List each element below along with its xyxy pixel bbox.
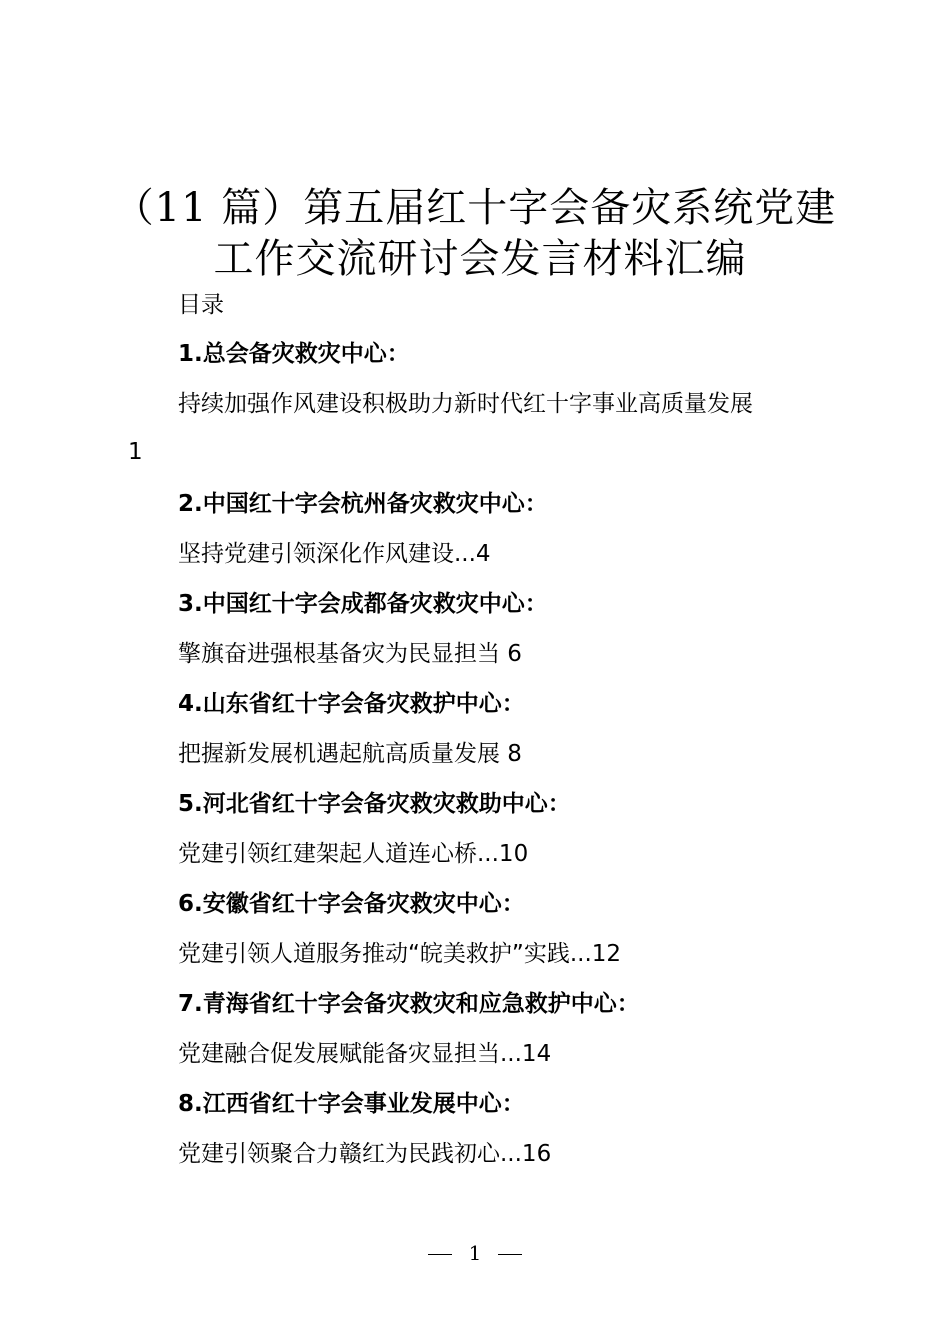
footer-dash-left [428,1254,452,1255]
document-title-line-2: 工作交流研讨会发言材料汇编 [213,236,747,282]
toc-entry-5 [178,786,878,886]
table-of-contents [128,336,878,1186]
toc-entry-subtitle: 党建引领聚合力赣红为民践初心...16 [178,1141,552,1167]
toc-entry-subtitle: 党建引领红建架起人道连心桥...10 [178,841,529,867]
toc-entry-heading: 5.河北省红十字会备灾救灾救助中心： [178,791,571,817]
toc-entry-heading: 8.江西省红十字会事业发展中心： [178,1091,525,1117]
footer-page-number: 1 [468,1241,482,1265]
footer-dash-right [498,1254,522,1255]
toc-entry-8 [178,1086,878,1186]
toc-entry-subtitle-text: 持续加强作风建设积极助力新时代红十字事业高质量发展 [178,391,753,417]
toc-entry-subtitle: 擎旗奋进强根基备灾为民显担当 6 [178,641,522,667]
toc-entry-7 [178,986,878,1086]
page-footer [0,1238,950,1268]
toc-entry-subtitle [128,386,878,486]
toc-entry-heading: 7.青海省红十字会备灾救灾和应急救护中心： [178,991,640,1017]
toc-entry-2 [178,486,878,586]
toc-entry-heading: 4.山东省红十字会备灾救护中心： [178,691,525,717]
toc-entry-heading: 1.总会备灾救灾中心： [178,341,410,367]
toc-entry-page-number: 1 [128,439,143,465]
document-title-line-1: （11 篇）第五届红十字会备灾系统党建 [113,185,837,231]
toc-entry-subtitle: 党建融合促发展赋能备灾显担当...14 [178,1041,552,1067]
toc-entry-heading: 6.安徽省红十字会备灾救灾中心： [178,891,525,917]
toc-entry-4 [178,686,878,786]
toc-entry-subtitle: 党建引领人道服务推动“皖美救护”实践...12 [178,941,622,967]
toc-entry-heading: 2.中国红十字会杭州备灾救灾中心： [178,491,548,517]
toc-entry-6 [178,886,878,986]
toc-entry-subtitle: 把握新发展机遇起航高质量发展 8 [178,741,522,767]
toc-entry-1 [128,336,878,486]
toc-entry-heading: 3.中国红十字会成都备灾救灾中心： [178,591,548,617]
toc-entry-3 [178,586,878,686]
toc-label: 目录 [178,292,224,318]
toc-entry-subtitle: 坚持党建引领深化作风建设...4 [178,541,491,567]
